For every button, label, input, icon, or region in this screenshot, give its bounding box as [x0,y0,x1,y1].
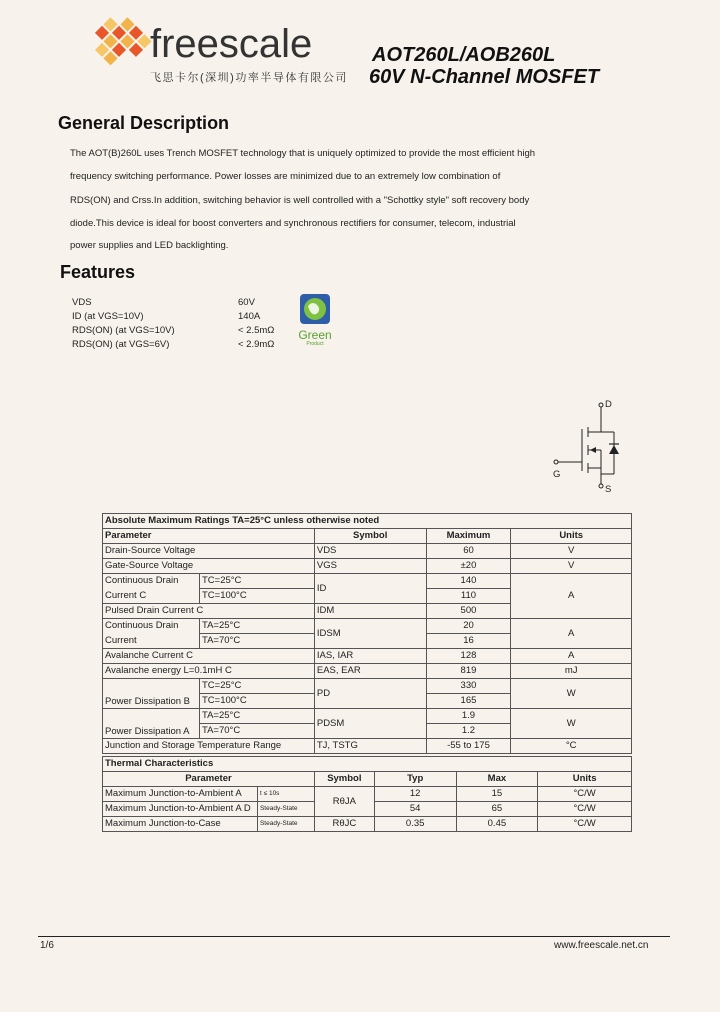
table-row [103,664,632,679]
column-header: Max [456,772,538,787]
symbol-cell: IDM [314,604,426,619]
green-label: Green [298,328,332,342]
unit-cell: V [511,559,632,574]
param-cell: Maximum Junction-to-Ambient A D [103,802,258,817]
unit-cell: A [511,649,632,664]
feature-label: RDS(ON) (at VGS=10V) [72,325,175,336]
max-cell: -55 to 175 [426,739,511,754]
condition-cell: TC=25°C [199,574,314,589]
general-description-heading: General Description [58,113,230,133]
table-row [103,574,632,589]
param-cell: Current C [103,589,200,604]
typ-cell: 12 [374,787,456,802]
max-cell: 15 [456,787,538,802]
green-product-badge [294,294,336,347]
brand-name: freescale [150,22,313,66]
condition-cell: TA=70°C [199,724,314,739]
description-line: diode.This device is ideal for boost converters and synchronous rectifiers for consumer, telecom, industrial [70,218,516,229]
typ-cell: 0.35 [374,817,456,832]
symbol-cell: ID [314,574,426,604]
max-cell: 20 [426,619,511,634]
typ-cell: 54 [374,802,456,817]
feature-label: VDS [72,297,92,308]
max-cell: 110 [426,589,511,604]
column-header: Typ [374,772,456,787]
condition-cell: TA=70°C [199,634,314,649]
column-header: Parameter [103,772,315,787]
column-header: Symbol [314,529,426,544]
source-pin-label: S [605,484,612,495]
table-row [103,619,632,634]
table-title: Thermal Characteristics [103,757,632,772]
description-line: power supplies and LED backlighting. [70,240,229,251]
part-number: AOT260L/AOB260L [372,44,556,66]
param-cell: Current [103,634,200,649]
max-cell: 140 [426,574,511,589]
column-header: Units [511,529,632,544]
column-header: Maximum [426,529,511,544]
unit-cell: W [511,709,632,739]
condition-cell: Steady-State [257,817,314,832]
column-header: Symbol [314,772,374,787]
symbol-cell: VDS [314,544,426,559]
max-cell: ±20 [426,559,511,574]
max-cell: 819 [426,664,511,679]
unit-cell: A [511,574,632,619]
symbol-cell: VGS [314,559,426,574]
max-cell: 16 [426,634,511,649]
symbol-cell: PD [314,679,426,709]
table-row [103,649,632,664]
footer-url[interactable]: www.freescale.net.cn [554,940,649,951]
symbol-cell: EAS, EAR [314,664,426,679]
unit-cell: °C/W [538,817,632,832]
feature-value: 60V [238,297,255,308]
unit-cell: °C [511,739,632,754]
thermal-characteristics-table [102,756,632,832]
features-heading: Features [60,262,136,282]
param-cell: Continuous Drain [103,574,200,589]
condition-cell: t ≤ 10s [257,787,314,802]
param-cell: Maximum Junction-to-Ambient A [103,787,258,802]
param-cell: Junction and Storage Temperature Range [103,739,315,754]
page-number: 1/6 [40,940,54,951]
unit-cell: °C/W [538,787,632,802]
unit-cell: mJ [511,664,632,679]
param-cell: Power Dissipation B [103,679,200,709]
param-cell: Gate-Source Voltage [103,559,315,574]
condition-cell: Steady-State [257,802,314,817]
param-cell: Continuous Drain [103,619,200,634]
symbol-cell: PDSM [314,709,426,739]
unit-cell: °C/W [538,802,632,817]
max-cell: 1.2 [426,724,511,739]
green-product-label: Product [306,341,324,347]
table-row [103,559,632,574]
gate-pin-label: G [553,469,561,480]
condition-cell: TC=100°C [199,694,314,709]
condition-cell: TC=100°C [199,589,314,604]
symbol-cell: RθJA [314,787,374,817]
condition-cell: TC=25°C [199,679,314,694]
unit-cell: W [511,679,632,709]
column-header: Units [538,772,632,787]
feature-label: ID (at VGS=10V) [72,311,144,322]
max-cell: 500 [426,604,511,619]
table-title: Absolute Maximum Ratings TA=25°C unless otherwise noted [103,514,632,529]
drain-pin-label: D [605,399,612,410]
param-cell: Avalanche Current C [103,649,315,664]
max-cell: 128 [426,649,511,664]
max-cell: 330 [426,679,511,694]
freescale-logo-icon [86,12,152,82]
table-row [103,544,632,559]
description-line: The AOT(B)260L uses Trench MOSFET technology that is uniquely optimized to provide the most efficient high [70,148,536,159]
brand-chinese-name: 飞思卡尔(深圳)功率半导体有限公司 [150,72,348,84]
table-row [103,709,632,724]
description-line: frequency switching performance. Power losses are minimized due to an extremely low combination of [70,171,501,182]
feature-value: 140A [238,311,261,322]
footer-divider [38,936,670,937]
table-row [103,787,632,802]
symbol-cell: IAS, IAR [314,649,426,664]
feature-label: RDS(ON) (at VGS=6V) [72,339,170,350]
feature-value: < 2.9mΩ [238,339,275,350]
max-cell: 1.9 [426,709,511,724]
table-row [103,817,632,832]
table-row [103,679,632,694]
unit-cell: A [511,619,632,649]
symbol-cell: TJ, TSTG [314,739,426,754]
mosfet-schematic-icon [548,396,628,496]
param-cell: Pulsed Drain Current C [103,604,315,619]
max-cell: 165 [426,694,511,709]
param-cell: Drain-Source Voltage [103,544,315,559]
unit-cell: V [511,544,632,559]
globe-icon [294,294,336,324]
symbol-cell: IDSM [314,619,426,649]
condition-cell: TA=25°C [199,709,314,724]
param-cell: Power Dissipation A [103,709,200,739]
symbol-cell: RθJC [314,817,374,832]
part-subtitle: 60V N-Channel MOSFET [369,66,600,88]
max-cell: 65 [456,802,538,817]
condition-cell: TA=25°C [199,619,314,634]
table-row [103,739,632,754]
param-cell: Avalanche energy L=0.1mH C [103,664,315,679]
param-cell: Maximum Junction-to-Case [103,817,258,832]
max-cell: 0.45 [456,817,538,832]
feature-value: < 2.5mΩ [238,325,275,336]
max-cell: 60 [426,544,511,559]
column-header: Parameter [103,529,315,544]
absolute-max-ratings-table [102,513,632,754]
description-line: RDS(ON) and Crss.In addition, switching behavior is well controlled with a "Schottky style" soft recovery body [70,195,530,206]
